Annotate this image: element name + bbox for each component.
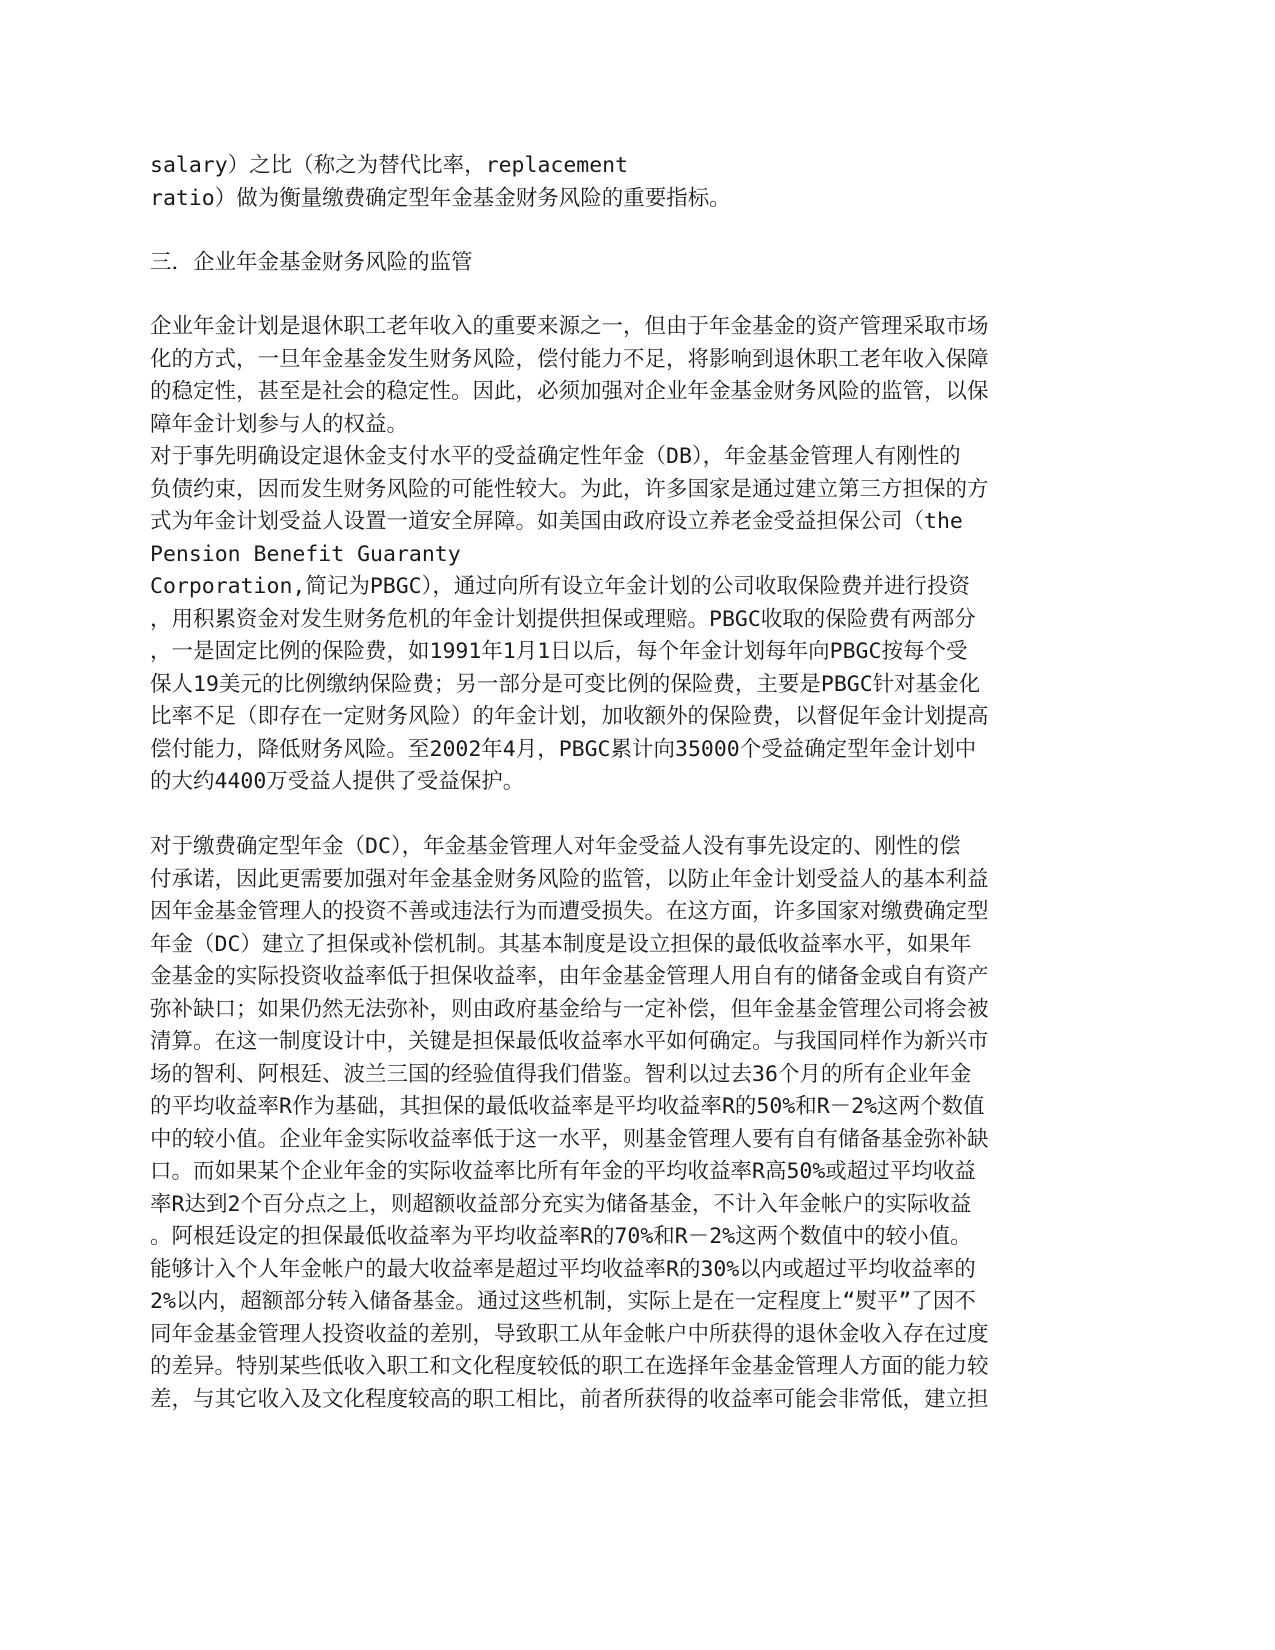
text-line: 因年金基金管理人的投资不善或违法行为而遭受损失。在这方面，许多国家对缴费确定型	[150, 899, 989, 924]
text-line: 弥补缺口；如果仍然无法弥补，则由政府基金给与一定补偿，但年金基金管理公司将会被	[150, 996, 989, 1022]
text-line: 偿付能力，降低财务风险。至2002年4月，PBGC累计向35000个受益确定型年金计划中	[150, 736, 977, 762]
text-line: 能够计入个人年金帐户的最大收益率是超过平均收益率R的30%以内或超过平均收益率的	[150, 1256, 976, 1282]
text-line: 式为年金计划受益人设置一道安全屏障。如美国由政府设立养老金受益担保公司（the	[150, 509, 963, 534]
text-line: 中的较小值。企业年金实际收益率低于这一水平，则基金管理人要有自有储备基金弥补缺	[150, 1126, 989, 1152]
text-line: 同年金基金管理人投资收益的差别，导致职工从年金帐户中所获得的退休金收入存在过度	[150, 1321, 989, 1347]
paragraph-dc-pension	[150, 831, 1125, 1416]
paragraph-supervision-intro	[150, 311, 1125, 441]
text-line: 率R达到2个百分点之上，则超额收益部分充实为储备基金，不计入年金帐户的实际收益	[150, 1191, 972, 1217]
text-line: 的大约4400万受益人提供了受益保护。	[150, 769, 525, 794]
text-line: 企业年金计划是退休职工老年收入的重要来源之一，但由于年金基金的资产管理采取市场	[150, 314, 989, 339]
text-line: 对于缴费确定型年金（DC），年金基金管理人对年金受益人没有事先设定的、刚性的偿	[150, 834, 961, 859]
text-line: 的稳定性，甚至是社会的稳定性。因此，必须加强对企业年金基金财务风险的监管，以保	[150, 379, 989, 404]
text-line: 口。而如果某个企业年金的实际收益率比所有年金的平均收益率R高50%或超过平均收益	[150, 1159, 976, 1184]
text-line: ，一是固定比例的保险费，如1991年1月1日以后，每个年金计划每年向PBGC按每个受	[150, 639, 968, 664]
section-heading-text: 三．企业年金基金财务风险的监管	[150, 250, 473, 275]
text-line: ratio）做为衡量缴费确定型年金基金财务风险的重要指标。	[150, 185, 731, 211]
text-line: Corporation,简记为PBGC），通过向所有设立年金计划的公司收取保险费并进行投资	[150, 574, 970, 599]
text-line: Pension Benefit Guaranty	[150, 541, 461, 567]
text-line: 障年金计划参与人的权益。	[150, 411, 409, 437]
text-line: ，用积累资金对发生财务危机的年金计划提供担保或理赔。PBGC收取的保险费有两部分	[150, 606, 976, 632]
text-line: 负债约束，因而发生财务风险的可能性较大。为此，许多国家是通过建立第三方担保的方	[150, 476, 989, 502]
text-line: 。阿根廷设定的担保最低收益率为平均收益率R的70%和R－2%这两个数值中的较小值。	[150, 1224, 972, 1249]
text-line: 清算。在这一制度设计中，关键是担保最低收益率水平如何确定。与我国同样作为新兴市	[150, 1029, 989, 1054]
text-line: 化的方式，一旦年金基金发生财务风险，偿付能力不足，将影响到退休职工老年收入保障	[150, 346, 989, 372]
text-line: 比率不足（即存在一定财务风险）的年金计划，加收额外的保险费，以督促年金计划提高	[150, 704, 989, 729]
text-line: 的平均收益率R作为基础，其担保的最低收益率是平均收益率R的50%和R－2%这两个数值	[150, 1094, 985, 1119]
text-line: 保人19美元的比例缴纳保险费；另一部分是可变比例的保险费，主要是PBGC针对基金化	[150, 671, 981, 697]
text-line: 2%以内，超额部分转入储备基金。通过这些机制，实际上是在一定程度上“熨平”了因不	[150, 1289, 976, 1314]
text-line: 场的智利、阿根廷、波兰三国的经验值得我们借鉴。智利以过去36个月的所有企业年金	[150, 1061, 972, 1087]
text-line: 金基金的实际投资收益率低于担保收益率，由年金基金管理人用自有的储备金或自有资产	[150, 964, 989, 989]
section-heading	[150, 247, 1125, 280]
text-line: 付承诺，因此更需要加强对年金基金财务风险的监管，以防止年金计划受益人的基本利益	[150, 866, 989, 892]
text-line: salary）之比（称之为替代比率，replacement	[150, 153, 629, 178]
text-line: 对于事先明确设定退休金支付水平的受益确定性年金（DB），年金基金管理人有刚性的	[150, 444, 961, 469]
text-line: 差，与其它收入及文化程度较高的职工相比，前者所获得的收益率可能会非常低，建立担	[150, 1386, 989, 1412]
intro-text	[150, 150, 1125, 215]
paragraph-db-pension	[150, 441, 1125, 799]
text-line: 年金（DC）建立了担保或补偿机制。其基本制度是设立担保的最低收益率水平，如果年	[150, 931, 972, 957]
text-line: 的差异。特别某些低收入职工和文化程度较低的职工在选择年金基金管理人方面的能力较	[150, 1354, 989, 1379]
